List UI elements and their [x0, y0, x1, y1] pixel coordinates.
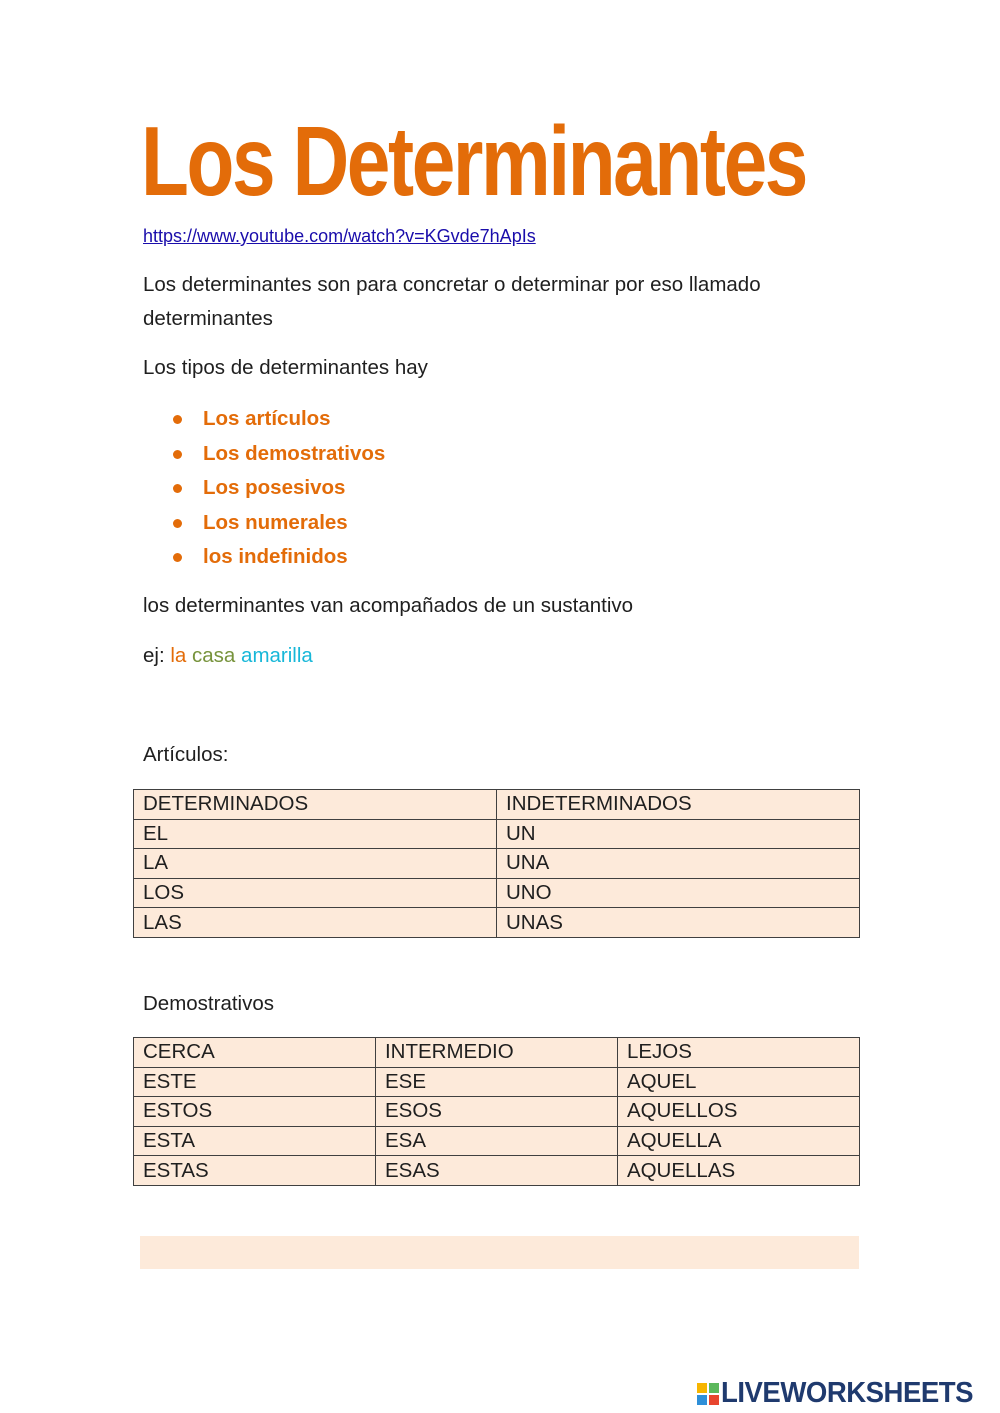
- table-cell: AQUELLA: [617, 1126, 859, 1156]
- answer-blank-bar[interactable]: [140, 1236, 859, 1269]
- example-word-la: la: [170, 644, 187, 667]
- table-row: [134, 878, 860, 908]
- table-cell: LEJOS: [617, 1038, 859, 1068]
- table-row: [134, 849, 860, 879]
- table-cell: INDETERMINADOS: [497, 790, 860, 820]
- table-cell: UNO: [497, 878, 860, 908]
- types-heading: Los tipos de determinantes hay: [143, 356, 428, 379]
- table-cell: UNA: [497, 849, 860, 879]
- table-row: [134, 1067, 860, 1097]
- table-cell: ESTOS: [134, 1097, 376, 1127]
- table-row: [134, 790, 860, 820]
- table-cell: CERCA: [134, 1038, 376, 1068]
- table-cell: EL: [134, 819, 497, 849]
- bullet-icon: [173, 484, 182, 493]
- liveworksheets-logo-icon: [697, 1383, 719, 1405]
- bullet-icon: [173, 415, 182, 424]
- list-item: Los artículos: [170, 402, 385, 437]
- table-row: [134, 819, 860, 849]
- example-word-amarilla: amarilla: [241, 644, 313, 667]
- table-cell: INTERMEDIO: [375, 1038, 617, 1068]
- list-item: los indefinidos: [170, 540, 385, 575]
- table-row: [134, 1156, 860, 1186]
- demonstratives-table: [133, 1037, 860, 1186]
- articles-heading: Artículos:: [143, 743, 229, 766]
- table-cell: DETERMINADOS: [134, 790, 497, 820]
- table-row: [134, 1097, 860, 1127]
- table-row: [134, 1038, 860, 1068]
- table-cell: LA: [134, 849, 497, 879]
- table-cell: ESTE: [134, 1067, 376, 1097]
- noun-note: los determinantes van acompañados de un sustantivo: [143, 594, 634, 617]
- table-cell: AQUELLOS: [617, 1097, 859, 1127]
- table-cell: LOS: [134, 878, 497, 908]
- table-cell: AQUELLAS: [617, 1156, 859, 1186]
- table-cell: ESA: [375, 1126, 617, 1156]
- example-line: ej: la casa amarilla: [143, 644, 313, 667]
- types-list: [170, 402, 385, 575]
- intro-paragraph: Los determinantes son para concretar o determinar por eso llamado determinantes: [143, 273, 761, 330]
- bullet-icon: [173, 553, 182, 562]
- table-cell: AQUEL: [617, 1067, 859, 1097]
- demonstratives-heading: Demostrativos: [143, 992, 275, 1015]
- articles-table: [133, 789, 860, 938]
- table-cell: UN: [497, 819, 860, 849]
- liveworksheets-brand: [697, 1377, 986, 1410]
- youtube-link[interactable]: https://www.youtube.com/watch?v=KGvde7hApIs: [143, 226, 536, 246]
- table-cell: ESTAS: [134, 1156, 376, 1186]
- list-item: Los demostrativos: [170, 437, 385, 472]
- bullet-icon: [173, 450, 182, 459]
- bullet-icon: [173, 519, 182, 528]
- page-title: Los Determinantes: [141, 106, 806, 216]
- list-item: Los posesivos: [170, 471, 385, 506]
- table-cell: ESE: [375, 1067, 617, 1097]
- table-cell: ESOS: [375, 1097, 617, 1127]
- table-cell: ESAS: [375, 1156, 617, 1186]
- brand-text: LIVEWORKSHEETS: [721, 1377, 974, 1409]
- table-row: [134, 1126, 860, 1156]
- example-word-casa: casa: [192, 644, 236, 667]
- list-item: Los numerales: [170, 506, 385, 541]
- table-row: [134, 908, 860, 938]
- table-cell: UNAS: [497, 908, 860, 938]
- table-cell: LAS: [134, 908, 497, 938]
- table-cell: ESTA: [134, 1126, 376, 1156]
